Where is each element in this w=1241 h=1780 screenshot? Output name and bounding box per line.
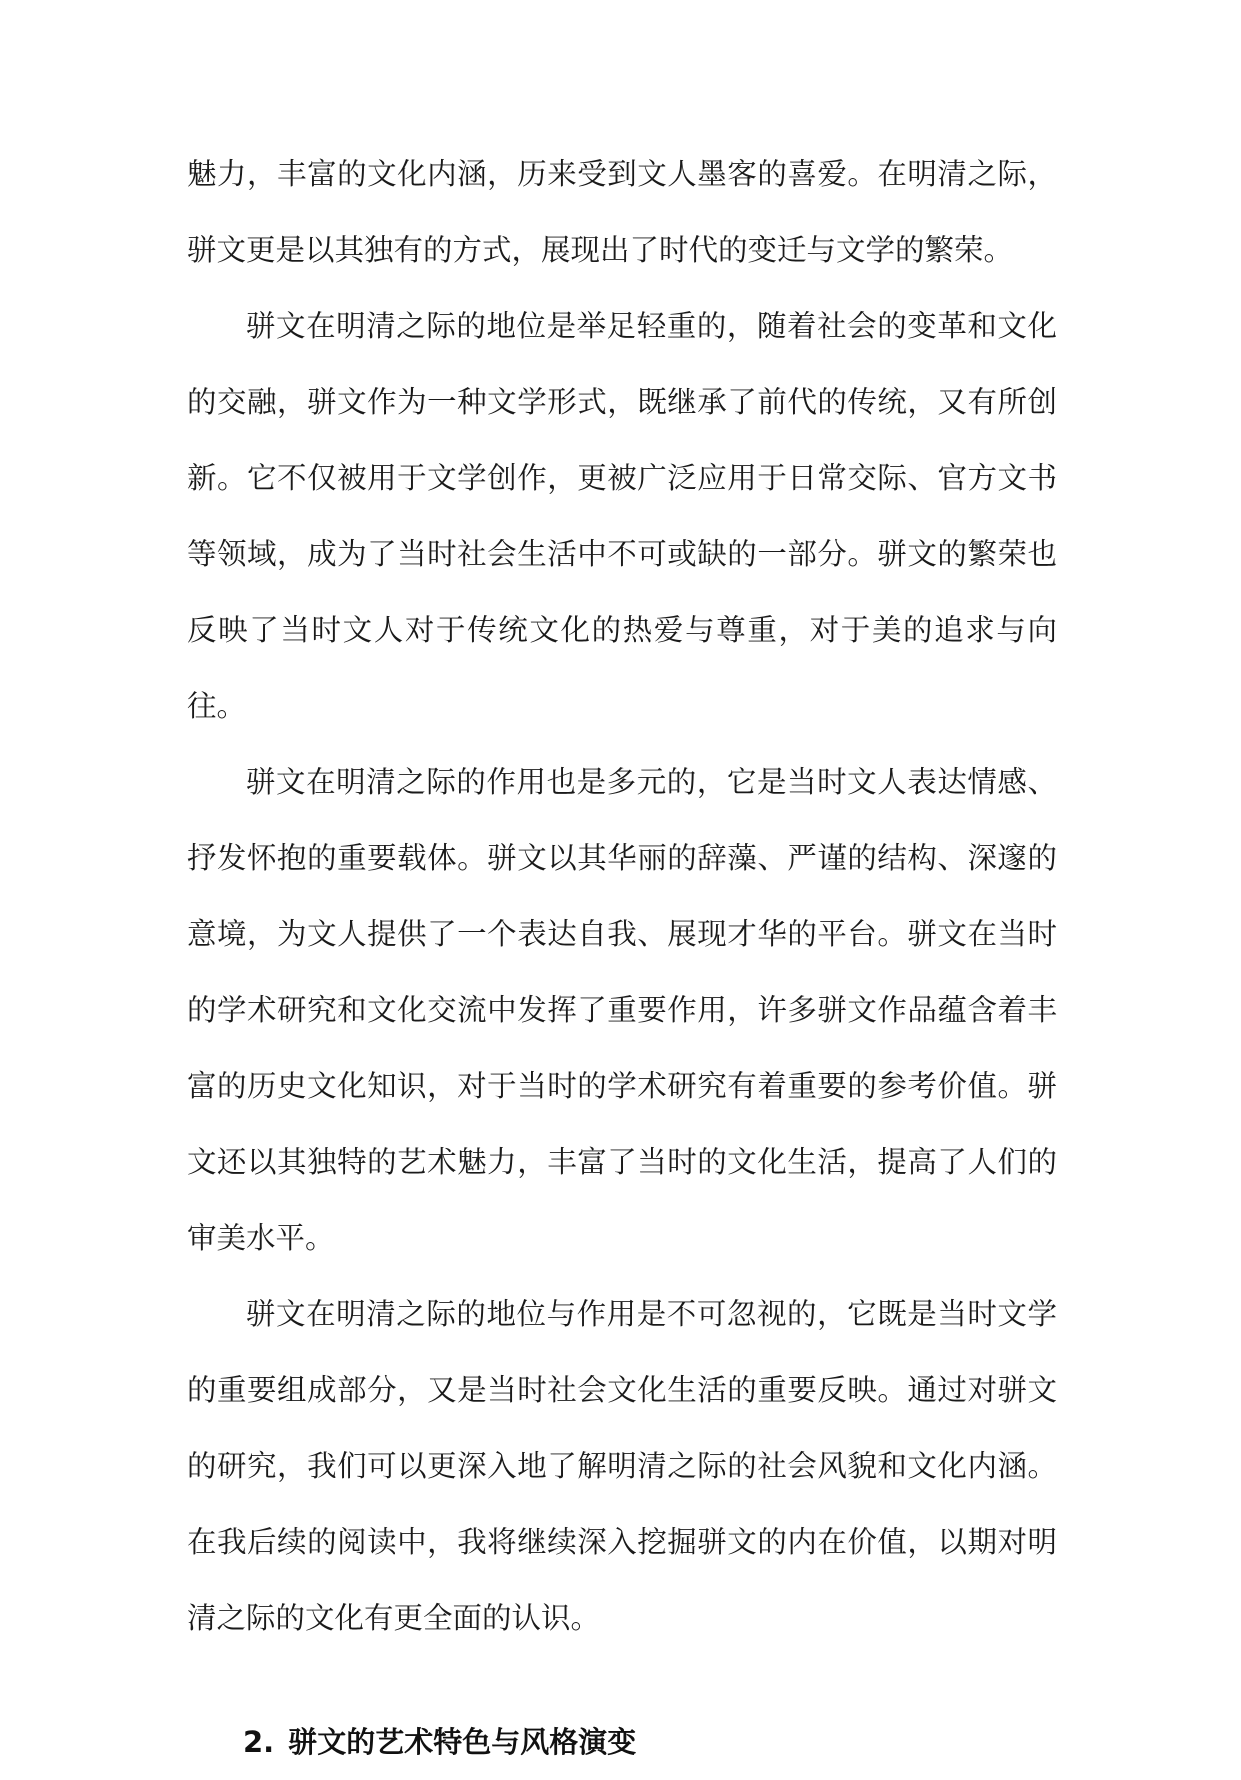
- document-body: [187, 136, 1057, 1780]
- section-title: 骈文的艺术特色与风格演变: [288, 1725, 637, 1759]
- paragraph-conclusion: 骈文在明清之际的地位与作用是不可忽视的，它既是当时文学的重要组成部分，又是当时社会文化生活的重要反映。通过对骈文的研究，我们可以更深入地了解明清之际的社会风貌和文化内涵。在我后续的阅读中，我将继续深入挖掘骈文的内在价值，以期对明清之际的文化有更全面的认识。: [187, 1297, 1057, 1635]
- paragraph-continued: 魅力，丰富的文化内涵，历来受到文人墨客的喜爱。在明清之际，骈文更是以其独有的方式，展现出了时代的变迁与文学的繁荣。: [187, 157, 1057, 267]
- paragraph-role: 骈文在明清之际的作用也是多元的，它是当时文人表达情感、抒发怀抱的重要载体。骈文以其华丽的辞藻、严谨的结构、深邃的意境，为文人提供了一个表达自我、展现才华的平台。骈文在当时的学术研究和文化交流中发挥了重要作用，许多骈文作品蕴含着丰富的历史文化知识，对于当时的学术研究有着重要的参考价值。骈文还以其独特的艺术魅力，丰富了当时的文化生活，提高了人们的审美水平。: [187, 765, 1057, 1255]
- section-number: 2.: [243, 1725, 275, 1759]
- paragraph-status: 骈文在明清之际的地位是举足轻重的，随着社会的变革和文化的交融，骈文作为一种文学形式，既继承了前代的传统，又有所创新。它不仅被用于文学创作，更被广泛应用于日常交际、官方文书等领域，成为了当时社会生活中不可或缺的一部分。骈文的繁荣也反映了当时文人对于传统文化的热爱与尊重，对于美的追求与向往。: [187, 309, 1057, 723]
- section-heading: [187, 1704, 1057, 1780]
